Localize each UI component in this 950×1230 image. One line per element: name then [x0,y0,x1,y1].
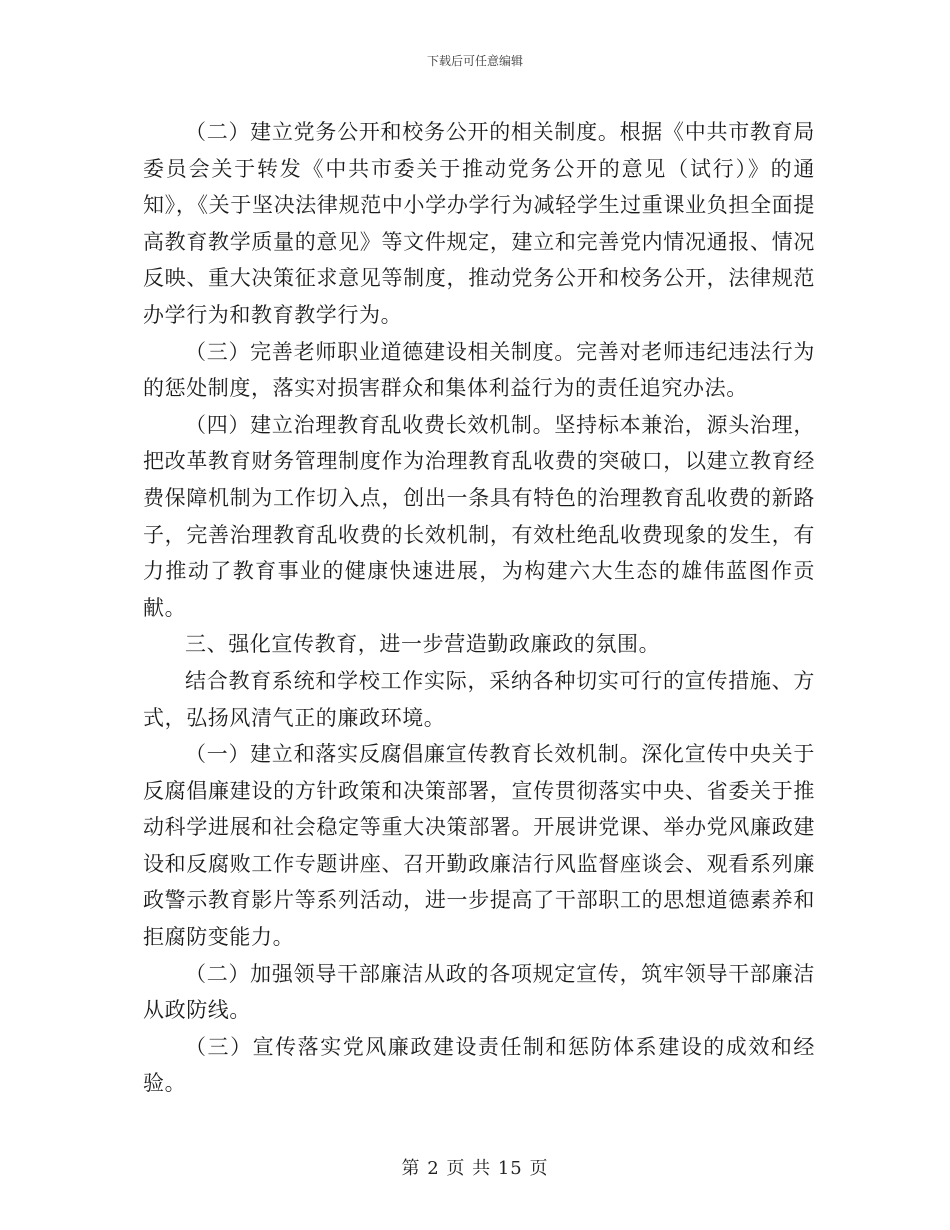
paragraph-teacher-ethics: （三）完善老师职业道德建设相关制度。完善对老师违纪违法行为的惩处制度，落实对损害群众和集体利益行为的责任追究办法。 [143,339,815,401]
page-header: 下载后可任意编辑 [426,54,523,68]
document-body [143,114,815,1102]
section-heading-publicity: 三、强化宣传教育，进一步营造勤政廉政的氛围。 [185,632,661,657]
paragraph-anticorruption-education: （一）建立和落实反腐倡廉宣传教育长效机制。深化宣传中央关于反腐倡廉建设的方针政策和决策部署，宣传贯彻落实中央、省委关于推动科学进展和社会稳定等重大决策部署。开展讲党课、举办党风廉政建设和反腐败工作专题讲座、召开勤政廉洁行风监督座谈会、观看系列廉政警示教育影片等系列活动，进一步提高了干部职工的思想道德素养和拒腐防变能力。 [143,742,815,950]
page-number-footer: 第 2 页 共 15 页 [401,1158,549,1179]
paragraph-responsibility-system: （三）宣传落实党风廉政建设责任制和惩防体系建设的成效和经验。 [143,1034,815,1096]
paragraph-party-affairs-disclosure: （二）建立党务公开和校务公开的相关制度。根据《中共市教育局委员会关于转发《中共市委关于推动党务公开的意见（试行）》的通知》，《关于坚决法律规范中小学办学行为减轻学生过重课业负担全面提高教育教学质量的意见》等文件规定，建立和完善党内情况通报、情况反映、重大决策征求意见等制度，推动党务公开和校务公开，法律规范办学行为和教育教学行为。 [143,120,815,327]
paragraph-fee-governance: （四）建立治理教育乱收费长效机制。坚持标本兼治，源头治理，把改革教育财务管理制度作为治理教育乱收费的突破口，以建立教育经费保障机制为工作切入点，创出一条具有特色的治理教育乱收费的新路子，完善治理教育乱收费的长效机制，有效杜绝乱收费现象的发生，有力推动了教育事业的健康快速进展，为构建六大生态的雄伟蓝图作贡献。 [143,412,815,620]
paragraph-publicity-intro: 结合教育系统和学校工作实际，采纳各种切实可行的宣传措施、方式，弘扬风清气正的廉政环境。 [143,668,815,730]
paragraph-leader-integrity: （二）加强领导干部廉洁从政的各项规定宣传，筑牢领导干部廉洁从政防线。 [143,961,815,1023]
